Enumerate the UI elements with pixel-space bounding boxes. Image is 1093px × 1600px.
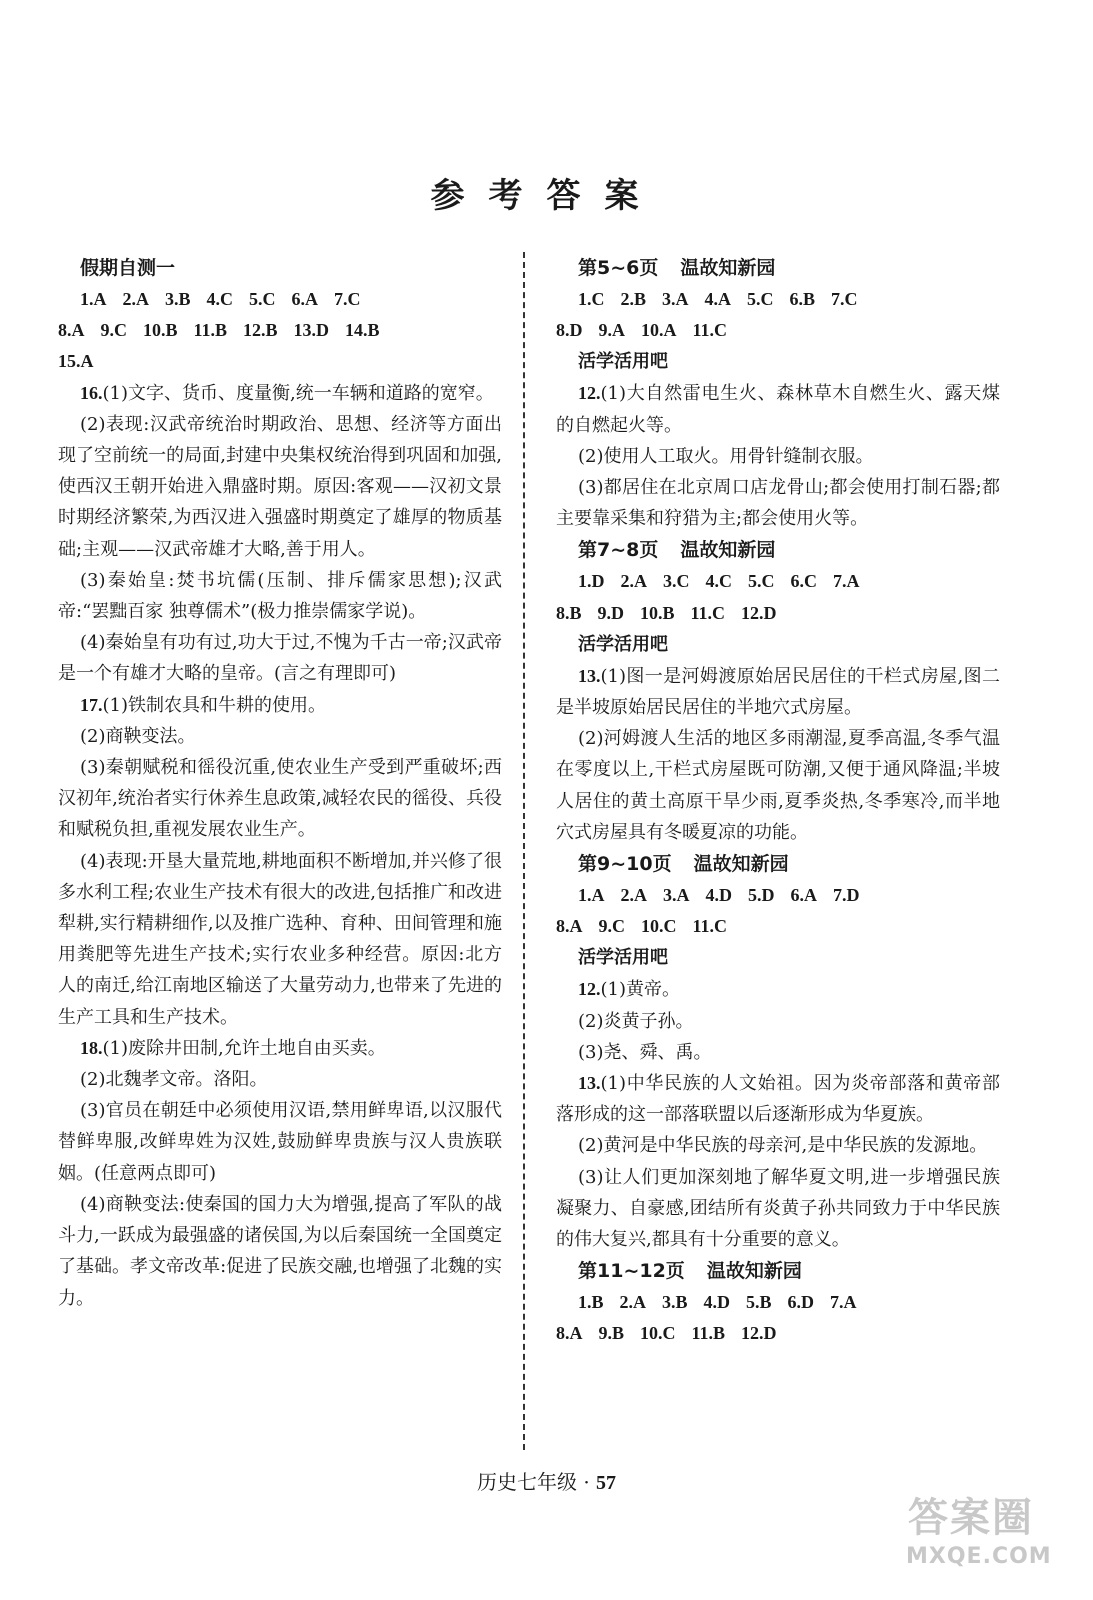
answer-text: (1)中华民族的人文始祖。因为炎帝部落和黄帝部落形成的这一部落联盟以后逐渐形成为华夏族。 (556, 1073, 1000, 1126)
watermark-logo-text: 答案圈 (908, 1495, 1034, 1541)
watermark-logo (900, 1480, 1070, 1580)
answer-item: 7.A (830, 1292, 857, 1313)
answer-item: 1.B (578, 1292, 604, 1313)
subsection-heading: 活学活用吧 (578, 947, 668, 969)
answer-item: 3.B (165, 289, 191, 309)
answer-item: 11.C (690, 602, 726, 623)
answer-item: 2.A (620, 885, 647, 906)
answer-text: (3)尧、舜、禹。 (578, 1041, 712, 1063)
answer-item: 9.C (100, 320, 127, 341)
answer-item: 11.B (193, 320, 228, 341)
answer-paragraph (556, 1006, 1000, 1037)
answer-row (58, 346, 502, 377)
answer-item: 8.D (556, 320, 583, 341)
answer-row (578, 284, 1000, 315)
answer-item: 12.D (741, 602, 777, 623)
question-number: 13. (578, 1073, 601, 1094)
answer-item: 12.D (741, 1323, 777, 1344)
answer-paragraph (58, 1189, 502, 1314)
answer-item: 7.C (831, 289, 858, 309)
answer-row (556, 1318, 1000, 1349)
answer-paragraph (58, 1095, 502, 1189)
question-number: 12. (578, 383, 601, 404)
page-title: 参考答案 (430, 176, 663, 216)
section-pages: 第9~10页 (578, 853, 672, 876)
answer-text: (2)商鞅变法。 (80, 725, 196, 747)
answer-text: (2)表现:汉武帝统治时期政治、思想、经济等方面出现了空前统一的局面,封建中央集权统治得到巩固和加强,使西汉王朝开始进入鼎盛时期。原因:客观——汉初文景时期经济繁荣,为西汉进入强盛时期奠定了雄厚的物质基础;主观——汉武帝雄才大略,善于用人。 (58, 413, 502, 560)
answer-item: 2.A (619, 1292, 647, 1313)
answer-item: 12.B (243, 320, 278, 341)
answer-text: (1)大自然雷电生火、森林草木自燃生火、露天煤的自燃起火等。 (556, 383, 1000, 436)
answer-paragraph (58, 1033, 502, 1064)
answer-paragraph (58, 721, 502, 752)
section-pages: 第11~12页 (578, 1260, 685, 1283)
answer-text: (2)炎黄子孙。 (578, 1010, 694, 1032)
answer-item: 2.A (122, 289, 149, 309)
section-pages: 第5~6页 (578, 257, 659, 279)
answer-item: 1.D (578, 571, 605, 592)
answer-item: 4.C (206, 289, 234, 309)
answer-item: 11.B (691, 1323, 726, 1344)
answer-paragraph (58, 846, 502, 1033)
section-heading (578, 534, 1000, 566)
section-heading (578, 1255, 1000, 1287)
answer-text: (3)秦始皇:焚书坑儒(压制、排斥儒家思想);汉武帝:“罢黜百家 独尊儒术”(极力推崇儒家学说)。 (58, 569, 502, 623)
subsection-heading: 活学活用吧 (578, 351, 668, 373)
answer-text: (1)黄帝。 (600, 979, 680, 1001)
answer-item: 2.A (620, 571, 647, 592)
answer-text: (2)河姆渡人生活的地区多雨潮湿,夏季高温,冬季气温在零度以上,干栏式房屋既可防潮,又便于通风降温;半坡人居住的黄土高原干旱少雨,夏季炎热,冬季寒冷,而半地穴式房屋具有冬暖夏凉的功能。 (556, 728, 1000, 843)
section-pages: 第7~8页 (578, 539, 659, 562)
answer-paragraph (58, 627, 502, 689)
watermark-site: MXQE.COM (906, 1544, 1052, 1569)
answer-item: 4.D (703, 1292, 731, 1313)
answer-text: (1)图一是河姆渡原始居民居住的干栏式房屋,图二是半坡原始居民居住的半地穴式房屋。 (556, 665, 1000, 719)
answer-item: 8.B (556, 602, 582, 623)
answer-item: 3.B (662, 1292, 688, 1313)
answer-item: 3.C (663, 571, 690, 592)
answer-item: 15.A (58, 351, 94, 372)
answer-item: 1.A (578, 885, 605, 906)
answer-text: (1)废除井田制,允许土地自由买卖。 (102, 1037, 386, 1059)
section-heading (578, 252, 1000, 284)
answer-row (578, 566, 1000, 597)
answer-text: (3)都居住在北京周口店龙骨山;都会使用打制石器;都主要靠采集和狩猎为主;都会使用火等。 (556, 477, 1000, 530)
answer-text: (4)表现:开垦大量荒地,耕地面积不断增加,并兴修了很多水利工程;农业生产技术有很大的改进,包括推广和改进犁耕,实行精耕细作,以及推广选种、育种、田间管理和施用粪肥等先进生产技术;实行农业多种经营。原因:北方人的南迁,给江南地区输送了大量劳动力,也带来了先进的生产工具和生产技术。 (58, 850, 502, 1028)
answer-item: 10.C (641, 916, 677, 937)
question-number: 16. (80, 382, 103, 403)
answer-item: 9.A (598, 320, 625, 341)
answer-item: 10.B (640, 602, 675, 623)
answer-item: 6.D (787, 1292, 815, 1313)
answer-item: 7.D (833, 885, 860, 906)
answer-item: 8.A (58, 320, 85, 341)
answer-item: 1.C (578, 289, 605, 309)
section-name: 温故知新园 (693, 853, 789, 876)
answer-item: 6.B (789, 289, 816, 309)
answer-item: 7.C (334, 289, 361, 309)
answer-item: 5.B (746, 1292, 772, 1313)
answer-paragraph (556, 1130, 1000, 1161)
answer-item: 3.A (663, 885, 690, 906)
answer-item: 6.A (291, 289, 319, 309)
answer-item: 13.D (293, 320, 330, 341)
answer-paragraph (58, 565, 502, 627)
answer-row (556, 598, 1000, 629)
answer-paragraph (556, 1037, 1000, 1068)
answer-item: 11.C (692, 916, 728, 937)
page-number: 57 (596, 1472, 617, 1494)
answer-item: 5.C (249, 289, 276, 309)
answer-paragraph (58, 690, 502, 721)
subsection-heading: 活学活用吧 (578, 633, 668, 655)
footer-subject: 历史七年级 (476, 1470, 577, 1494)
answer-row (80, 284, 502, 315)
answer-row (58, 315, 502, 346)
question-number: 13. (578, 665, 601, 686)
answer-text: (1)铁制农具和牛耕的使用。 (102, 694, 326, 716)
answer-item: 7.A (833, 571, 860, 592)
section-heading (578, 848, 1000, 880)
answer-paragraph (556, 661, 1000, 723)
answer-row (556, 911, 1000, 942)
answer-text: (2)黄河是中华民族的母亲河,是中华民族的发源地。 (578, 1135, 988, 1157)
answer-paragraph (556, 472, 1000, 534)
answer-paragraph (556, 1068, 1000, 1130)
answer-paragraph (556, 974, 1000, 1005)
answer-item: 14.B (345, 320, 380, 341)
answer-row (578, 880, 1000, 911)
answer-item: 5.C (747, 289, 774, 309)
footer-dot: · (583, 1470, 590, 1494)
answer-item: 5.C (748, 571, 775, 592)
answer-paragraph (58, 752, 502, 846)
right-column (556, 252, 1000, 1350)
answer-item: 9.C (598, 916, 625, 937)
answer-item: 11.C (692, 320, 728, 341)
answer-item: 6.C (790, 571, 817, 592)
section-heading: 假期自测一 (80, 257, 176, 279)
answer-paragraph (556, 723, 1000, 848)
answer-text: (1)文字、货币、度量衡,统一车辆和道路的宽窄。 (102, 382, 494, 404)
answer-text: (3)秦朝赋税和徭役沉重,使农业生产受到严重破坏;西汉初年,统治者实行休养生息政策,减轻农民的徭役、兵役和赋税负担,重视发展农业生产。 (58, 757, 502, 841)
answer-paragraph (58, 378, 502, 409)
answer-item: 8.A (556, 1323, 583, 1344)
left-column (58, 252, 502, 1314)
answer-row (578, 1287, 1000, 1318)
answer-item: 4.C (705, 571, 732, 592)
answer-item: 10.B (143, 320, 178, 341)
answer-item: 4.A (704, 289, 732, 309)
answer-item: 8.A (556, 916, 583, 937)
section-name: 温故知新园 (680, 257, 776, 279)
answer-text: (2)使用人工取火。用骨针缝制衣服。 (578, 445, 874, 467)
section-name: 温故知新园 (680, 539, 776, 562)
section-name: 温故知新园 (706, 1260, 802, 1283)
answer-paragraph (556, 378, 1000, 440)
answer-row (556, 315, 1000, 346)
answer-item: 9.B (598, 1323, 625, 1344)
question-number: 12. (578, 979, 601, 1000)
answer-item: 2.B (620, 289, 647, 309)
answer-item: 1.A (80, 289, 107, 309)
answer-text: (4)秦始皇有功有过,功大于过,不愧为千古一帝;汉武帝是一个有雄才大略的皇帝。(言之有理即可) (58, 632, 502, 685)
answer-paragraph (556, 1162, 1000, 1256)
answer-text: (4)商鞅变法:使秦国的国力大为增强,提高了军队的战斗力,一跃成为最强盛的诸侯国,为以后秦国统一全国奠定了基础。孝文帝改革:促进了民族交融,也增强了北魏的实力。 (58, 1193, 502, 1309)
answer-paragraph (58, 1064, 502, 1095)
answer-paragraph (556, 441, 1000, 472)
answer-item: 6.A (790, 885, 817, 906)
answer-item: 10.A (641, 320, 677, 341)
answer-text: (3)官员在朝廷中必须使用汉语,禁用鲜卑语,以汉服代替鲜卑服,改鲜卑姓为汉姓,鼓励鲜卑贵族与汉人贵族联姻。(任意两点即可) (58, 1100, 502, 1184)
question-number: 18. (80, 1037, 103, 1058)
question-number: 17. (80, 694, 103, 715)
answer-item: 10.C (640, 1323, 676, 1344)
answer-item: 5.D (748, 885, 775, 906)
answer-paragraph (58, 409, 502, 565)
answer-text: (2)北魏孝文帝。洛阳。 (80, 1069, 268, 1091)
column-divider (523, 252, 525, 1450)
answer-text: (3)让人们更加深刻地了解华夏文明,进一步增强民族凝聚力、自豪感,团结所有炎黄子孙共同致力于中华民族的伟大复兴,都具有十分重要的意义。 (556, 1166, 1000, 1251)
answer-item: 3.A (662, 289, 689, 309)
answer-item: 4.D (705, 885, 732, 906)
answer-item: 9.D (597, 602, 625, 623)
